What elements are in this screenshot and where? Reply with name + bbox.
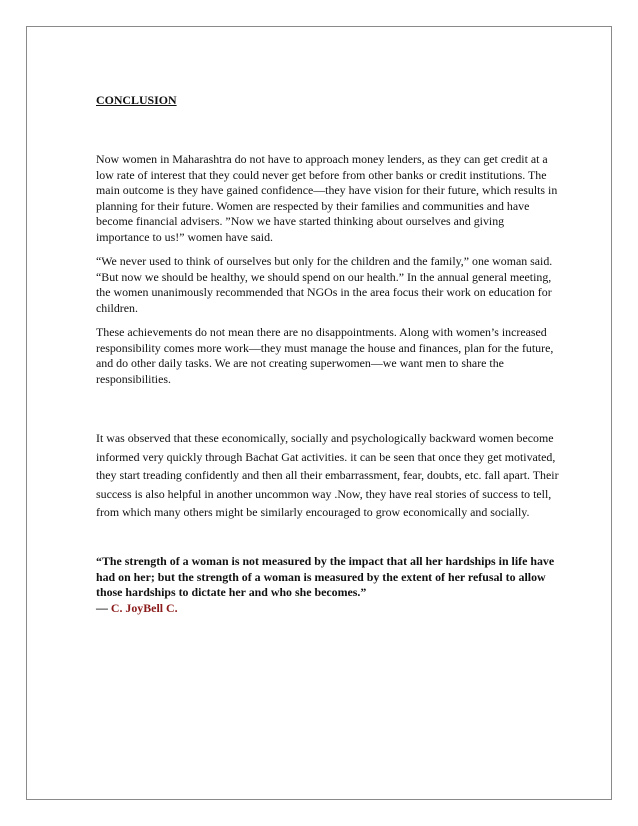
text-line: children. (96, 300, 138, 315)
text-line: from which many others might be similarly encouraged to grow economically and socially. (96, 505, 530, 520)
text-line: the women unanimously recommended that NGOs in the area focus their work on education for (96, 285, 552, 300)
text-line: become financial advisers. ”Now we have started thinking about ourselves and giving (96, 214, 505, 229)
quote-line: had on her; but the strength of a woman is measured by the extent of her refusal to allow (96, 569, 546, 584)
quote-author: C. JoyBell C. (110, 600, 178, 615)
quote-attribution (96, 601, 592, 617)
closing-quote (96, 554, 592, 616)
text-line: success is also helpful in another uncommon way .Now, they have real stories of success to tell, (96, 486, 552, 501)
quote-line: “The strength of a woman is not measured by the impact that all her hardships in life have (96, 554, 555, 568)
text-line: responsibilities. (96, 371, 171, 386)
paragraph-achievements (96, 325, 592, 387)
page-border (26, 26, 612, 800)
text-line: importance to us!” women have said. (96, 229, 273, 244)
text-line: planning for their future. Women are respected by their families and communities and have (96, 198, 530, 213)
text-line: “But now we should be healthy, we should spend on our health.” In the annual general meeting, (96, 269, 552, 284)
text-line: “We never used to think of ourselves but only for the children and the family,” one woman said. (96, 254, 553, 268)
quote-line: those hardships to dictate her and who she becomes.” (96, 585, 367, 600)
conclusion-heading: CONCLUSION (96, 93, 177, 107)
text-line: These achievements do not mean there are no disappointments. Along with women’s increased (96, 325, 547, 339)
text-line: and do other daily tasks. We are not creating superwomen—we want men to share the (96, 356, 504, 371)
text-line: informed very quickly through Bachat Gat activities. it can be seen that once they get motivated, (96, 449, 556, 464)
text-line: responsibility comes more work—they must manage the house and finances, plan for the future, (96, 340, 554, 355)
text-line: low rate of interest that they could never get before from other banks or credit institutions. The (96, 167, 547, 182)
attribution-dash: — (96, 600, 111, 615)
paragraph-health-quote (96, 254, 592, 316)
text-line: main outcome is they have gained confidence—they have vision for their future, which results in (96, 183, 558, 198)
text-line: Now women in Maharashtra do not have to approach money lenders, as they can get credit at a (96, 152, 548, 166)
paragraph-observation (96, 429, 592, 522)
text-line: It was observed that these economically, socially and psychologically backward women become (96, 431, 554, 445)
text-line: they start treading confidently and then all their embarrassment, fear, doubts, etc. fall apart. Their (96, 468, 559, 483)
paragraph-credit-access (96, 152, 592, 246)
